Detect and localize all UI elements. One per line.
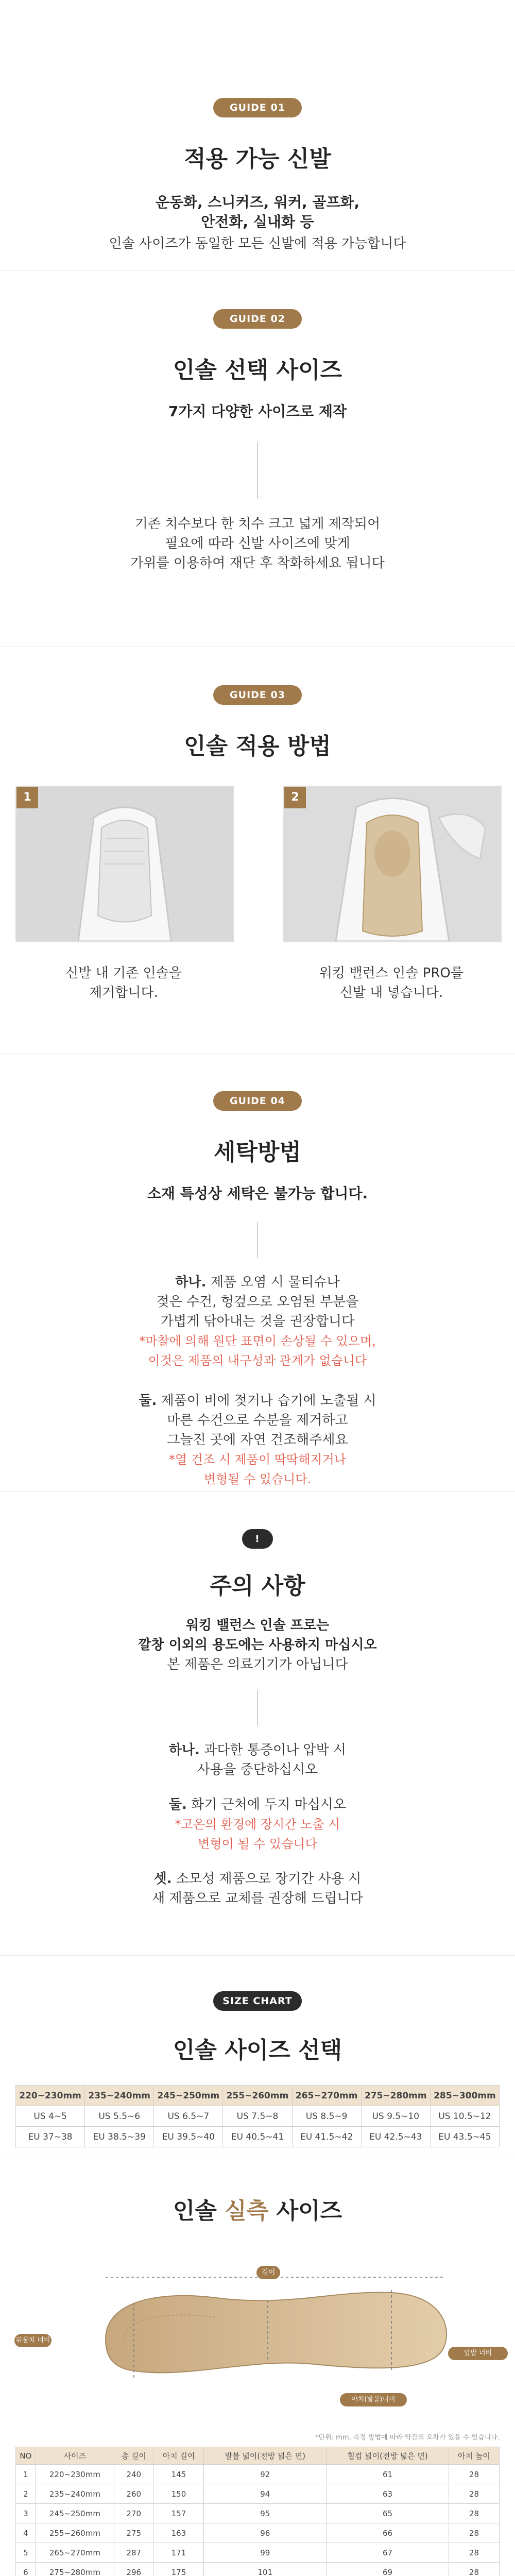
- caution-a-text: 과다한 통증이나 압박 시: [199, 1742, 347, 1758]
- caution-a-lead: 하나.: [168, 1742, 200, 1758]
- shoe-insole-illustration: [284, 787, 501, 941]
- wash-tip-1-line2: 젖은 수건, 헝겊으로 오염된 부분을: [156, 1294, 359, 1310]
- wash-tip-2-line1: [0, 1391, 515, 1411]
- wash-tip-1-line3: 가볍게 닦아내는 것을 권장합니다: [160, 1314, 355, 1329]
- measure-cell: 28: [449, 2465, 499, 2484]
- measure-cell: 275~280mm: [36, 2563, 114, 2576]
- size-cell: 245~250mm: [154, 2086, 223, 2106]
- measure-table-body: [16, 2465, 500, 2576]
- guide-02-line3: 가위를 이용하여 재단 후 착화하세요 됩니다: [130, 555, 385, 571]
- guide-01-title: 적용 가능 신발: [184, 146, 331, 172]
- size-chart-section: [0, 1991, 515, 2147]
- measure-cell: 96: [204, 2523, 327, 2543]
- guide-01-section: [0, 98, 515, 253]
- caution-line3: 본 제품은 의료기기가 아닙니다: [167, 1657, 348, 1672]
- caution-c-lead: 셋.: [153, 1871, 172, 1887]
- guide-02-line2: 필요에 따라 신발 사이즈에 맞게: [165, 536, 350, 551]
- guide-02-badge: GUIDE 02: [213, 309, 302, 329]
- size-cell: EU 42.5~43: [361, 2127, 430, 2147]
- table-row: [16, 2523, 500, 2543]
- wash-tip-2-line3: 그늘진 곳에 자연 건조해주세요: [167, 1432, 348, 1448]
- caution-c-line1: [0, 1869, 515, 1889]
- wash-tip-1-note2: 이것은 제품의 내구성과 관계가 없습니다: [148, 1353, 367, 1368]
- size-row-us: [16, 2106, 500, 2127]
- wash-tip-1-text: 제품 오염 시 물티슈나: [206, 1275, 340, 1290]
- measure-cell: 101: [204, 2563, 327, 2576]
- table-row: [16, 2543, 500, 2563]
- measure-note: *단위: mm, 측정 방법에 따라 약간의 오차가 있을 수 있습니다.: [315, 2434, 500, 2442]
- size-table: [15, 2085, 500, 2147]
- size-cell: EU 43.5~45: [430, 2127, 499, 2147]
- size-cell: 255~260mm: [223, 2086, 292, 2106]
- size-cell: US 8.5~9: [292, 2106, 361, 2127]
- step-2-caption-line2: 신발 내 넣습니다.: [339, 985, 443, 1001]
- wash-tip-2-note2: 변형될 수 있습니다.: [203, 1472, 312, 1486]
- measure-header-cell: 아치 높이: [449, 2447, 499, 2465]
- size-chart-title: 인솔 사이즈 선택: [173, 2037, 342, 2063]
- label-forefoot-width: 앞발 너비: [464, 2349, 492, 2357]
- measure-cell: 171: [153, 2543, 204, 2563]
- measure-header-cell: 힐컵 넓이(전방 넓은 면): [327, 2447, 449, 2465]
- guide-04-badge: GUIDE 04: [213, 1091, 302, 1111]
- size-cell: US 6.5~7: [154, 2106, 223, 2127]
- size-row-mm: [16, 2086, 500, 2106]
- caution-badge: !: [242, 1529, 273, 1549]
- size-cell: US 4~5: [16, 2106, 85, 2127]
- measure-cell: 275: [114, 2523, 153, 2543]
- wash-tip-1-note1: *마찰에 의해 원단 표면이 손상될 수 있으며,: [139, 1334, 376, 1348]
- measure-cell: 69: [327, 2563, 449, 2576]
- measure-title-c: 사이즈: [268, 2198, 342, 2224]
- wash-tip-2-lead: 둘.: [139, 1393, 157, 1409]
- caution-b-note2: 변형이 될 수 있습니다: [198, 1837, 317, 1851]
- guide-02-title: 인솔 선택 사이즈: [173, 357, 342, 383]
- step-2-caption: [283, 963, 500, 1003]
- label-arch-width: 아치(발볼)너비: [351, 2396, 396, 2403]
- step-1-caption: [15, 963, 232, 1003]
- divider-line: [0, 270, 515, 271]
- measure-title: [0, 2192, 515, 2225]
- wash-tip-2-line2: 마른 수건으로 수분을 제거하고: [167, 1413, 348, 1428]
- size-cell: 220~230mm: [16, 2086, 85, 2106]
- size-row-eu: [16, 2127, 500, 2147]
- divider-line: [0, 1955, 515, 1956]
- vertical-divider: [257, 1690, 258, 1726]
- measure-cell: 61: [327, 2465, 449, 2484]
- measure-cell: 99: [204, 2543, 327, 2563]
- step-1-caption-line1: 신발 내 기존 인솔을: [65, 965, 182, 981]
- step-2-caption-line1: 워킹 밸런스 인솔 PRO를: [319, 965, 464, 981]
- guide-01-badge: GUIDE 01: [213, 98, 302, 117]
- measure-cell: 5: [16, 2543, 36, 2563]
- size-chart-badge: SIZE CHART: [213, 1991, 302, 2011]
- guide-03-title: 인솔 적용 방법: [184, 733, 331, 759]
- insole-diagram: [0, 2241, 515, 2427]
- caution-line2: 깔창 이외의 용도에는 사용하지 마십시오: [138, 1637, 377, 1653]
- table-row: [16, 2504, 500, 2523]
- measure-header-cell: 발볼 넓이(전방 넓은 면): [204, 2447, 327, 2465]
- measure-cell: 4: [16, 2523, 36, 2543]
- measure-cell: 245~250mm: [36, 2504, 114, 2523]
- measure-cell: 296: [114, 2563, 153, 2576]
- measure-cell: 28: [449, 2504, 499, 2523]
- guide-01-line1: 운동화, 스니커즈, 워커, 골프화,: [155, 194, 360, 211]
- size-cell: EU 38.5~39: [85, 2127, 154, 2147]
- size-cell: EU 39.5~40: [154, 2127, 223, 2147]
- measure-table-block: [0, 2432, 515, 2576]
- size-cell: 265~270mm: [292, 2086, 361, 2106]
- guide-02-section: [0, 309, 515, 573]
- measure-cell: 65: [327, 2504, 449, 2523]
- measure-table: [15, 2447, 500, 2576]
- guide-02-line1: 기존 치수보다 한 치수 크고 넓게 제작되어: [134, 516, 381, 532]
- guide-03-badge: GUIDE 03: [213, 685, 302, 705]
- caution-c-text: 소모성 제품으로 장기간 사용 시: [171, 1871, 362, 1887]
- measure-cell: 260: [114, 2484, 153, 2504]
- size-cell: EU 37~38: [16, 2127, 85, 2147]
- measure-cell: 240: [114, 2465, 153, 2484]
- measure-cell: 2: [16, 2484, 36, 2504]
- size-cell: US 10.5~12: [430, 2106, 499, 2127]
- measure-header-cell: NO: [16, 2447, 36, 2465]
- step-1-image: [15, 786, 234, 942]
- measure-cell: 95: [204, 2504, 327, 2523]
- measure-cell: 63: [327, 2484, 449, 2504]
- size-cell: 235~240mm: [85, 2086, 154, 2106]
- vertical-divider: [257, 1222, 258, 1258]
- table-row: [16, 2465, 500, 2484]
- wash-tip-2-text: 제품이 비에 젖거나 습기에 노출될 시: [157, 1393, 376, 1409]
- guide-04-title: 세탁방법: [213, 1139, 301, 1165]
- size-cell: 285~300mm: [430, 2086, 499, 2106]
- guide-03-section: [0, 685, 515, 760]
- caution-line1: 워킹 밸런스 인솔 프로는: [185, 1618, 330, 1633]
- label-length: 길이: [261, 2268, 276, 2277]
- size-cell: US 7.5~8: [223, 2106, 292, 2127]
- guide-01-line2: 안전화, 실내화 등: [201, 213, 314, 230]
- caution-c-line2: 새 제품으로 교체를 권장해 드립니다: [152, 1891, 363, 1906]
- size-cell: EU 40.5~41: [223, 2127, 292, 2147]
- measure-cell: 270: [114, 2504, 153, 2523]
- caution-title: 주의 사항: [210, 1573, 305, 1599]
- measure-cell: 28: [449, 2563, 499, 2576]
- measure-title-a: 인솔: [173, 2198, 225, 2224]
- step-2-image: [283, 786, 502, 942]
- table-row: [16, 2563, 500, 2576]
- wash-tip-2-note1: *열 건조 시 제품이 딱딱해지거나: [169, 1452, 346, 1467]
- caution-b-line1: [0, 1795, 515, 1815]
- caution-a-line2: 사용을 중단하십시오: [197, 1762, 318, 1777]
- measure-title-b: 실측: [225, 2198, 269, 2224]
- measure-cell: 175: [153, 2563, 204, 2576]
- step-2-number: 2: [284, 787, 306, 808]
- size-cell: US 5.5~6: [85, 2106, 154, 2127]
- measure-cell: 28: [449, 2543, 499, 2563]
- measure-cell: 67: [327, 2543, 449, 2563]
- table-row: [16, 2484, 500, 2504]
- size-cell: US 9.5~10: [361, 2106, 430, 2127]
- guide-01-line3: 인솔 사이즈가 동일한 모든 신발에 적용 가능합니다: [109, 236, 406, 251]
- caution-b-note1: *고온의 환경에 장시간 노출 시: [175, 1817, 340, 1832]
- guide-04-subtitle: 소재 특성상 세탁은 불가능 합니다.: [147, 1185, 368, 1202]
- measure-cell: 157: [153, 2504, 204, 2523]
- size-cell: EU 41.5~42: [292, 2127, 361, 2147]
- measure-cell: 150: [153, 2484, 204, 2504]
- measure-cell: 6: [16, 2563, 36, 2576]
- measure-header-cell: 총 길이: [114, 2447, 153, 2465]
- guide-02-subtitle: 7가지 다양한 사이즈로 제작: [168, 403, 347, 420]
- caution-a-line1: [0, 1740, 515, 1760]
- measure-cell: 28: [449, 2523, 499, 2543]
- measure-header-cell: 아치 길이: [153, 2447, 204, 2465]
- measure-cell: 3: [16, 2504, 36, 2523]
- wash-tip-1-lead: 하나.: [175, 1275, 207, 1290]
- measure-table-header: [16, 2447, 500, 2465]
- caution-b-text: 화기 근처에 두지 마십시오: [186, 1797, 347, 1812]
- measure-header-cell: 사이즈: [36, 2447, 114, 2465]
- wash-tip-1-line1: [0, 1273, 515, 1292]
- measure-cell: 94: [204, 2484, 327, 2504]
- measure-cell: 145: [153, 2465, 204, 2484]
- measure-cell: 235~240mm: [36, 2484, 114, 2504]
- measure-cell: 92: [204, 2465, 327, 2484]
- measure-cell: 220~230mm: [36, 2465, 114, 2484]
- caution-b-lead: 둘.: [168, 1797, 187, 1812]
- label-heel-width: 뒤꿈치 너비: [15, 2336, 50, 2344]
- caution-section: [0, 1529, 515, 1908]
- measure-section: [0, 2192, 515, 2225]
- measure-cell: 66: [327, 2523, 449, 2543]
- measure-cell: 265~270mm: [36, 2543, 114, 2563]
- size-cell: 275~280mm: [361, 2086, 430, 2106]
- measure-cell: 28: [449, 2484, 499, 2504]
- guide-04-section: [0, 1091, 515, 1489]
- measure-cell: 287: [114, 2543, 153, 2563]
- step-1-caption-line2: 제거합니다.: [89, 985, 158, 1001]
- measure-cell: 255~260mm: [36, 2523, 114, 2543]
- measure-cell: 163: [153, 2523, 204, 2543]
- shoe-white-illustration: [16, 787, 233, 941]
- measure-cell: 1: [16, 2465, 36, 2484]
- vertical-divider: [257, 442, 258, 499]
- step-1-number: 1: [16, 787, 38, 808]
